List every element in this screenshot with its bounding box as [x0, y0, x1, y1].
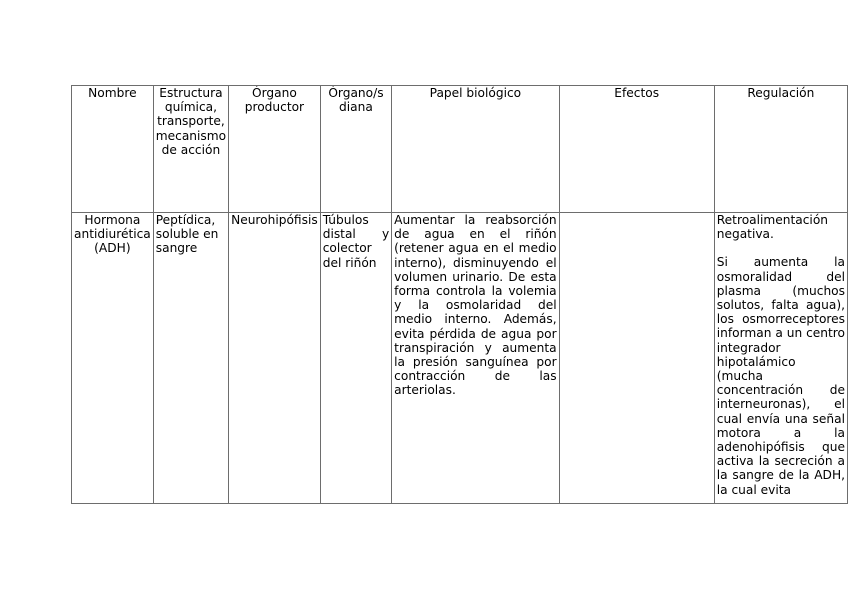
header-estructura: Estructura química, transporte, mecanismo de acción [153, 86, 228, 213]
header-nombre: Nombre [72, 86, 154, 213]
table-header-row [72, 86, 848, 213]
cell-papel-biologico: Aumentar la reabsorción de agua en el riñón (retener agua en el medio interno), disminuyendo el volumen urinario. De esta forma controla la volemia y la osmolaridad del medio interno. Además, evita pérdida de agua por transpiración y aumenta la presión sanguínea por contracción de las arteriolas. [392, 213, 559, 504]
cell-regulacion [714, 213, 847, 504]
header-organo-productor: Órgano productor [229, 86, 321, 213]
regulacion-paragraph-1: Retroalimentación negativa. [716, 213, 828, 242]
cell-estructura: Peptídica, soluble en sangre [153, 213, 228, 504]
header-papel-biologico: Papel biológico [392, 86, 559, 213]
cell-organo-diana: Túbulos distal y colector del riñón [320, 213, 391, 504]
header-efectos: Efectos [559, 86, 714, 213]
table-row [72, 213, 848, 504]
hormone-table [71, 85, 848, 504]
paragraph-spacer [717, 241, 845, 255]
header-regulacion: Regulación [714, 86, 847, 213]
header-organo-diana: Órgano/s diana [320, 86, 391, 213]
cell-efectos [559, 213, 714, 504]
cell-nombre: Hormona antidiurética (ADH) [72, 213, 154, 504]
regulacion-paragraph-2: Si aumenta la osmoralidad del plasma (muchos solutos, falta agua), los osmorreceptores informan a un centro integrador hipotalámico (mucha concentración de interneuronas), el cual envía una señal motora a la adenohipófisis que activa la secreción a la sangre de la ADH, la cual evita [716, 255, 845, 497]
cell-organo-productor: Neurohipófisis [229, 213, 321, 504]
